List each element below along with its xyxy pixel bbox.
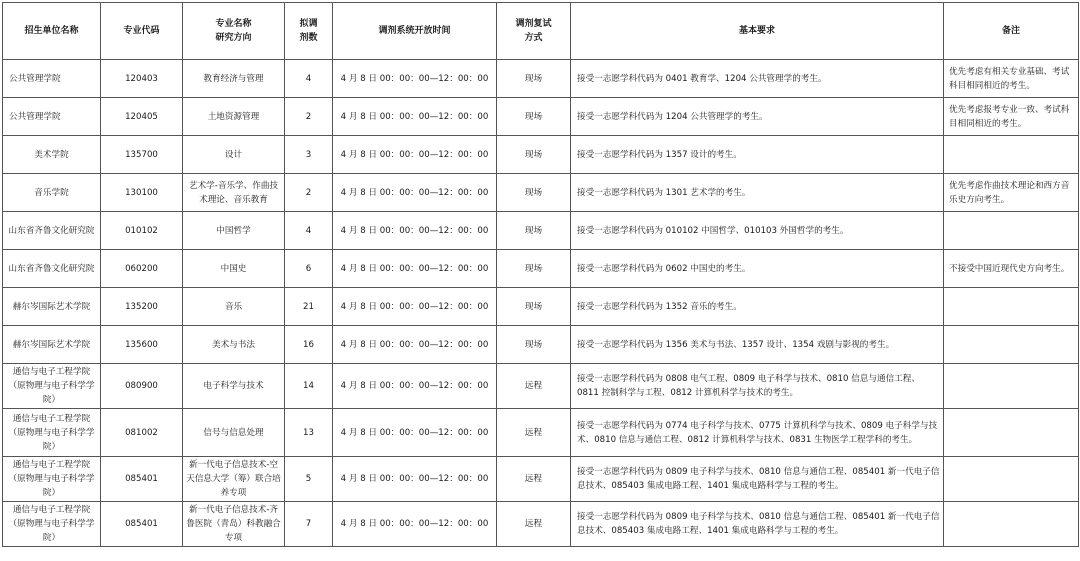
cell-requirement: 接受一志愿学科代码为 0808 电气工程、0809 电子科学与技术、0810 信息与通信工程、0811 控制科学与工程、0812 计算机科学与技术的考生。 [571, 364, 944, 409]
cell-plan: 4 [285, 60, 333, 98]
cell-major: 土地资源管理 [183, 98, 285, 136]
cell-time: 4 月 8 日 00：00：00—12：00：00 [333, 60, 497, 98]
cell-requirement: 接受一志愿学科代码为 0809 电子科学与技术、0810 信息与通信工程、085401 新一代电子信息技术、085403 集成电路工程、1401 集成电路科学与工程的考生。 [571, 457, 944, 502]
cell-remark: 优先考虑作曲技术理论和西方音乐史方向考生。 [944, 174, 1079, 212]
cell-requirement: 接受一志愿学科代码为 010102 中国哲学、010103 外国哲学的考生。 [571, 212, 944, 250]
header-code: 专业代码 [101, 3, 183, 60]
table-row [3, 457, 1079, 502]
cell-method: 现场 [497, 98, 571, 136]
cell-code: 120405 [101, 98, 183, 136]
cell-plan: 2 [285, 174, 333, 212]
table-row [3, 98, 1079, 136]
header-unit: 招生单位名称 [3, 3, 101, 60]
cell-method: 远程 [497, 409, 571, 457]
header-plan: 拟调 剂数 [285, 3, 333, 60]
cell-requirement: 接受一志愿学科代码为 1301 艺术学的考生。 [571, 174, 944, 212]
cell-time: 4 月 8 日 00：00：00—12：00：00 [333, 98, 497, 136]
table-row [3, 502, 1079, 547]
cell-method: 远程 [497, 457, 571, 502]
cell-code: 120403 [101, 60, 183, 98]
adjustment-table [2, 2, 1079, 547]
cell-major: 中国哲学 [183, 212, 285, 250]
cell-remark: 优先考虑报考专业一致、考试科目相同相近的考生。 [944, 98, 1079, 136]
header-row [3, 3, 1079, 60]
cell-remark [944, 502, 1079, 547]
cell-method: 现场 [497, 212, 571, 250]
table-body [3, 60, 1079, 547]
cell-major: 设计 [183, 136, 285, 174]
header-requirement: 基本要求 [571, 3, 944, 60]
cell-requirement: 接受一志愿学科代码为 1352 音乐的考生。 [571, 288, 944, 326]
cell-unit: 山东省齐鲁文化研究院 [3, 212, 101, 250]
cell-unit: 通信与电子工程学院（原物理与电子科学学院） [3, 457, 101, 502]
cell-time: 4 月 8 日 00：00：00—12：00：00 [333, 364, 497, 409]
cell-remark [944, 326, 1079, 364]
cell-plan: 21 [285, 288, 333, 326]
cell-remark [944, 136, 1079, 174]
cell-major: 电子科学与技术 [183, 364, 285, 409]
cell-method: 现场 [497, 136, 571, 174]
cell-time: 4 月 8 日 00：00：00—12：00：00 [333, 250, 497, 288]
cell-plan: 5 [285, 457, 333, 502]
cell-plan: 3 [285, 136, 333, 174]
table-row [3, 250, 1079, 288]
cell-time: 4 月 8 日 00：00：00—12：00：00 [333, 409, 497, 457]
header-method: 调剂复试 方式 [497, 3, 571, 60]
cell-plan: 6 [285, 250, 333, 288]
cell-requirement: 接受一志愿学科代码为 1204 公共管理学的考生。 [571, 98, 944, 136]
cell-unit: 公共管理学院 [3, 98, 101, 136]
cell-code: 135600 [101, 326, 183, 364]
cell-remark: 不接受中国近现代史方向考生。 [944, 250, 1079, 288]
cell-remark [944, 364, 1079, 409]
cell-plan: 2 [285, 98, 333, 136]
cell-unit: 音乐学院 [3, 174, 101, 212]
cell-method: 现场 [497, 288, 571, 326]
cell-unit: 通信与电子工程学院（原物理与电子科学学院） [3, 364, 101, 409]
cell-unit: 通信与电子工程学院（原物理与电子科学学院） [3, 409, 101, 457]
cell-plan: 13 [285, 409, 333, 457]
cell-unit: 赫尔岑国际艺术学院 [3, 288, 101, 326]
cell-major: 音乐 [183, 288, 285, 326]
cell-method: 远程 [497, 502, 571, 547]
cell-method: 远程 [497, 364, 571, 409]
cell-code: 010102 [101, 212, 183, 250]
cell-major: 信号与信息处理 [183, 409, 285, 457]
table-row [3, 326, 1079, 364]
cell-unit: 赫尔岑国际艺术学院 [3, 326, 101, 364]
cell-unit: 山东省齐鲁文化研究院 [3, 250, 101, 288]
cell-method: 现场 [497, 326, 571, 364]
cell-requirement: 接受一志愿学科代码为 1356 美术与书法、1357 设计、1354 戏剧与影视的考生。 [571, 326, 944, 364]
cell-code: 085401 [101, 502, 183, 547]
cell-code: 130100 [101, 174, 183, 212]
table-row [3, 174, 1079, 212]
cell-code: 135700 [101, 136, 183, 174]
header-time: 调剂系统开放时间 [333, 3, 497, 60]
cell-time: 4 月 8 日 00：00：00—12：00：00 [333, 212, 497, 250]
cell-method: 现场 [497, 250, 571, 288]
cell-major: 中国史 [183, 250, 285, 288]
cell-time: 4 月 8 日 00：00：00—12：00：00 [333, 136, 497, 174]
cell-major: 新一代电子信息技术-齐鲁医院（青岛）科教融合专项 [183, 502, 285, 547]
cell-code: 080900 [101, 364, 183, 409]
cell-time: 4 月 8 日 00：00：00—12：00：00 [333, 502, 497, 547]
cell-code: 081002 [101, 409, 183, 457]
table-row [3, 364, 1079, 409]
cell-code: 085401 [101, 457, 183, 502]
cell-code: 135200 [101, 288, 183, 326]
cell-unit: 美术学院 [3, 136, 101, 174]
header-remark: 备注 [944, 3, 1079, 60]
cell-remark: 优先考虑有相关专业基础、考试科目相同相近的考生。 [944, 60, 1079, 98]
table-row [3, 288, 1079, 326]
cell-time: 4 月 8 日 00：00：00—12：00：00 [333, 457, 497, 502]
cell-remark [944, 212, 1079, 250]
cell-major: 美术与书法 [183, 326, 285, 364]
cell-requirement: 接受一志愿学科代码为 0401 教育学、1204 公共管理学的考生。 [571, 60, 944, 98]
header-major: 专业名称 研究方向 [183, 3, 285, 60]
cell-code: 060200 [101, 250, 183, 288]
cell-major: 教育经济与管理 [183, 60, 285, 98]
cell-requirement: 接受一志愿学科代码为 0602 中国史的考生。 [571, 250, 944, 288]
cell-method: 现场 [497, 174, 571, 212]
cell-plan: 16 [285, 326, 333, 364]
cell-major: 新一代电子信息技术-空天信息大学（筹）联合培养专项 [183, 457, 285, 502]
cell-plan: 4 [285, 212, 333, 250]
cell-time: 4 月 8 日 00：00：00—12：00：00 [333, 174, 497, 212]
cell-plan: 7 [285, 502, 333, 547]
cell-time: 4 月 8 日 00：00：00—12：00：00 [333, 326, 497, 364]
table-row [3, 60, 1079, 98]
cell-method: 现场 [497, 60, 571, 98]
cell-requirement: 接受一志愿学科代码为 1357 设计的考生。 [571, 136, 944, 174]
cell-remark [944, 457, 1079, 502]
cell-remark [944, 409, 1079, 457]
cell-major: 艺术学-音乐学、作曲技术理论、音乐教育 [183, 174, 285, 212]
cell-requirement: 接受一志愿学科代码为 0809 电子科学与技术、0810 信息与通信工程、085401 新一代电子信息技术、085403 集成电路工程、1401 集成电路科学与工程的考生。 [571, 502, 944, 547]
cell-remark [944, 288, 1079, 326]
table-row [3, 409, 1079, 457]
cell-plan: 14 [285, 364, 333, 409]
table-row [3, 136, 1079, 174]
cell-time: 4 月 8 日 00：00：00—12：00：00 [333, 288, 497, 326]
cell-requirement: 接受一志愿学科代码为 0774 电子科学与技术、0775 计算机科学与技术、0809 电子科学与技术、0810 信息与通信工程、0812 计算机科学与技术、0831 生物医学工程学科的考生。 [571, 409, 944, 457]
cell-unit: 公共管理学院 [3, 60, 101, 98]
cell-unit: 通信与电子工程学院（原物理与电子科学学院） [3, 502, 101, 547]
table-row [3, 212, 1079, 250]
